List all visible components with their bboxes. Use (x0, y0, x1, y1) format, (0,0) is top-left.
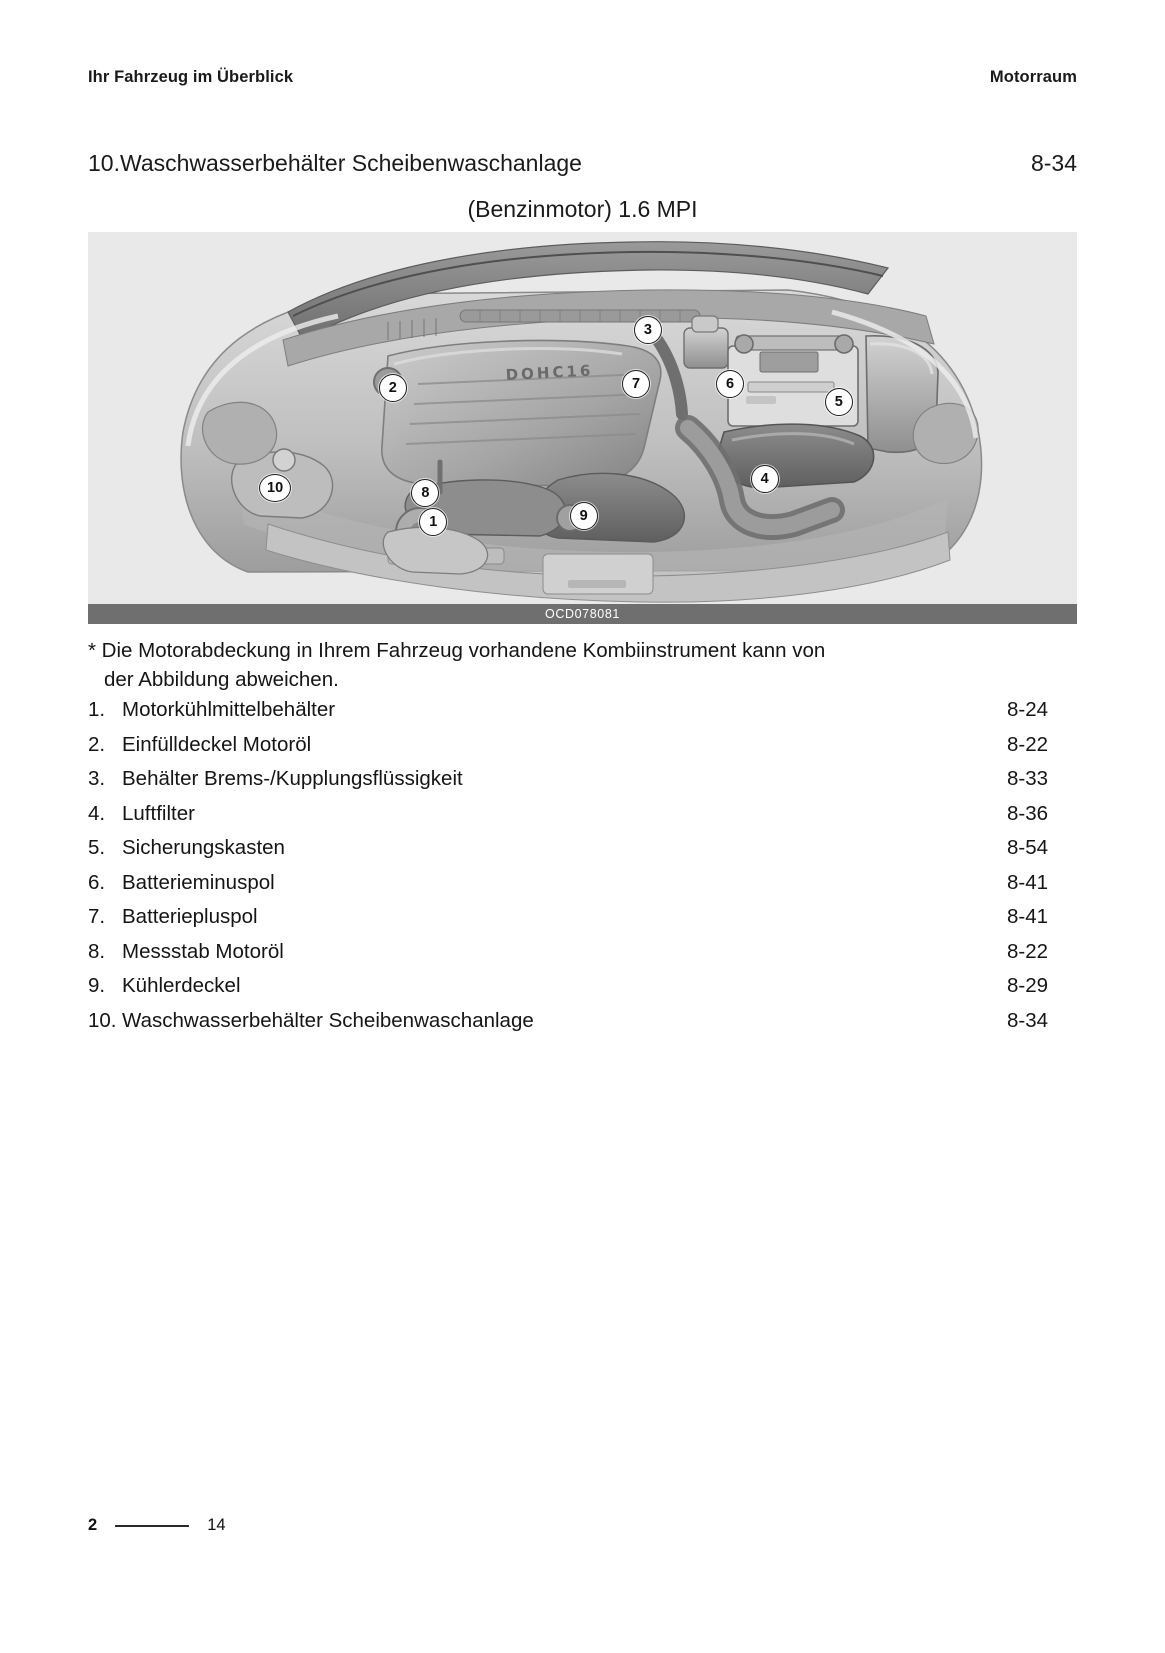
callout-3: 3 (634, 316, 662, 344)
list-item (88, 700, 1077, 735)
list-item (88, 907, 1077, 942)
list-item-number: 4. (88, 801, 106, 825)
engine-bay-illustration (88, 232, 1077, 604)
list-item-number: 6. (88, 870, 106, 894)
list-item-reference: 8-22 (1007, 939, 1049, 963)
list-item-label: Waschwasserbehälter Scheibenwaschanlage (122, 1008, 534, 1032)
list-item-number: 1. (88, 698, 106, 721)
list-item (88, 732, 1077, 770)
page-subtitle: (Benzinmotor) 1.6 MPI (467, 196, 698, 222)
footer-page-number: 14 (207, 1516, 226, 1534)
list-item-number: 2. (88, 732, 106, 756)
list-item-number: 5. (88, 836, 106, 859)
list-item-label: Batteriepluspol (122, 905, 258, 928)
list-item-number: 9. (88, 974, 106, 997)
callout-8: 8 (411, 479, 439, 507)
list-item (88, 801, 1077, 839)
callout-1: 1 (419, 508, 447, 536)
list-item (88, 1008, 1077, 1046)
engine-bay-figure (88, 232, 1077, 624)
list-item-label: Motorkühlmittelbehälter (122, 698, 336, 721)
list-item-label: Messstab Motoröl (122, 939, 284, 963)
list-item-reference: 8-24 (1007, 698, 1049, 721)
list-item (88, 976, 1077, 1011)
page-title-row (88, 150, 1077, 177)
list-item-reference: 8-29 (1007, 974, 1049, 997)
list-item-reference: 8-36 (1007, 801, 1049, 825)
callout-2: 2 (379, 374, 407, 402)
callout-9: 9 (570, 502, 598, 530)
footnote-line-2: der Abbildung abweichen. (104, 668, 339, 692)
figure-footnote (88, 636, 988, 694)
list-item-reference: 8-54 (1007, 836, 1049, 859)
footer-chapter-number: 2 (88, 1516, 98, 1534)
svg-text:DOHC16: DOHC16 (505, 361, 594, 384)
header-topic-title: Motorraum (989, 68, 1077, 86)
list-item-label: Behälter Brems-/Kupplungsflüssigkeit (122, 767, 463, 790)
callout-10: 10 (259, 474, 291, 502)
callout-7: 7 (622, 370, 650, 398)
list-item-reference: 8-34 (1007, 1008, 1049, 1032)
list-item-number: 7. (88, 905, 106, 928)
component-reference-list (88, 700, 1077, 1045)
list-item (88, 769, 1077, 804)
list-item-reference: 8-41 (1007, 870, 1049, 894)
list-item-number: 10. (88, 1008, 117, 1032)
list-item (88, 870, 1077, 908)
page-footer (88, 1516, 226, 1535)
callout-6: 6 (716, 370, 744, 398)
callout-5: 5 (825, 388, 853, 416)
engine-bay-vector (88, 232, 1077, 604)
list-item-label: Sicherungskasten (122, 836, 285, 859)
header-section-title: Ihr Fahrzeug im Überblick (88, 68, 294, 86)
list-item-number: 3. (88, 767, 106, 790)
list-item-label: Batterieminuspol (122, 870, 275, 894)
list-item-label: Luftfilter (122, 801, 195, 825)
callout-4: 4 (751, 465, 779, 493)
list-item-reference: 8-22 (1007, 732, 1049, 756)
list-item-reference: 8-41 (1007, 905, 1049, 928)
list-item (88, 838, 1077, 873)
list-item-number: 8. (88, 939, 106, 963)
page-title-reference: 8-34 (1030, 150, 1077, 176)
footer-rule (115, 1525, 189, 1527)
list-item-label: Einfülldeckel Motoröl (122, 732, 312, 756)
list-item-label: Kühlerdeckel (122, 974, 241, 997)
figure-caption: OCD078081 (88, 604, 1077, 624)
list-item (88, 939, 1077, 977)
page-title: 10.Waschwasserbehälter Scheibenwaschanlage (88, 150, 582, 176)
running-header (88, 68, 1077, 87)
list-item-reference: 8-33 (1007, 767, 1049, 790)
footnote-line-1: * Die Motorabdeckung in Ihrem Fahrzeug vorhandene Kombiinstrument kann von (88, 639, 826, 662)
